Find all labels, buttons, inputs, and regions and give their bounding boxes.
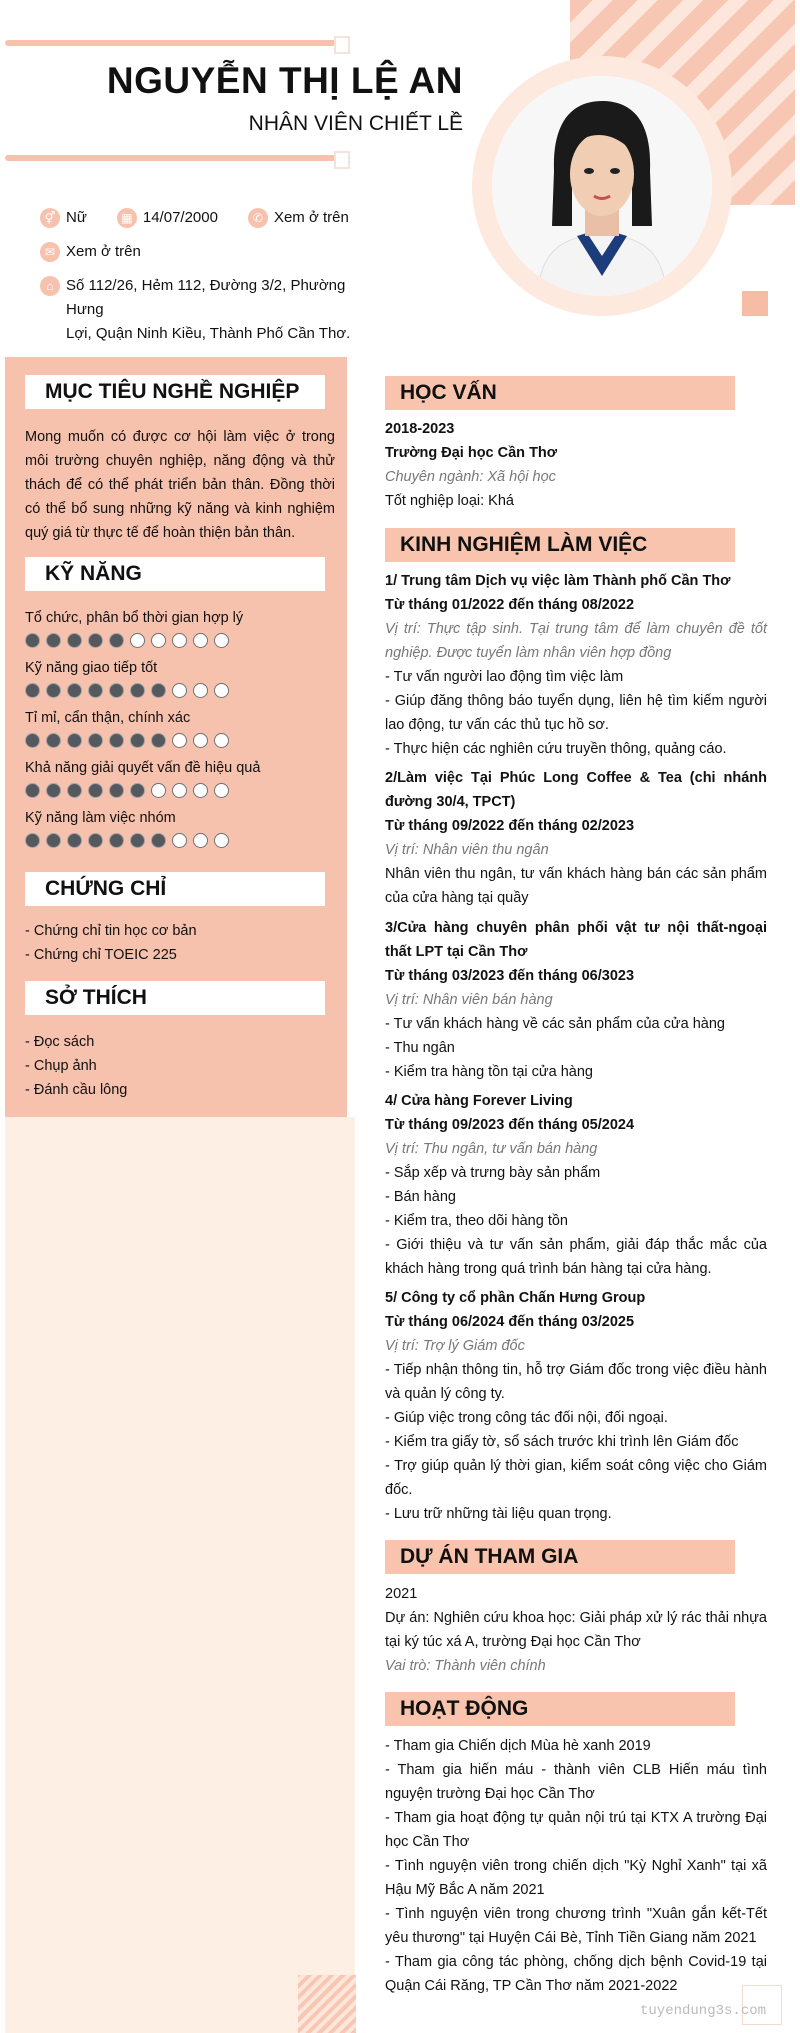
- skill-dot-filled: [130, 733, 145, 748]
- education-heading: HỌC VẤN: [385, 376, 735, 410]
- job-task: - Giúp đăng thông báo tuyển dụng, liên hệ tìm kiếm người lao động, tư vấn các thủ tục hồ sơ.: [385, 693, 767, 733]
- address-line-1: Số 112/26, Hẻm 112, Đường 3/2, Phường Hưng: [66, 277, 346, 318]
- skill-dot-empty: [151, 633, 166, 648]
- skill-dot-filled: [109, 783, 124, 798]
- job-role: Vị trí: Nhân viên bán hàng: [385, 992, 553, 1008]
- email-value: Xem ở trên: [66, 243, 141, 260]
- skill-dot-filled: [130, 783, 145, 798]
- job-period: Từ tháng 09/2022 đến tháng 02/2023: [385, 818, 635, 834]
- skill-dot-filled: [46, 683, 61, 698]
- skill-name: Kỹ năng làm việc nhóm: [25, 810, 176, 826]
- activity-item: - Tham gia Chiến dịch Mùa hè xanh 2019: [385, 1738, 651, 1754]
- portrait-photo: [492, 76, 712, 296]
- activity-item: - Tình nguyện viên trong chiến dịch "Kỳ Nghỉ Xanh" tại xã Hậu Mỹ Bắc A năm 2021: [385, 1858, 767, 1898]
- job-task: - Tiếp nhận thông tin, hỗ trợ Giám đốc trong việc điều hành và quản lý công ty.: [385, 1362, 767, 1402]
- skill-dot-empty: [214, 733, 229, 748]
- skill-dot-filled: [25, 633, 40, 648]
- skill-rating: [25, 683, 235, 698]
- skill-dot-filled: [109, 683, 124, 698]
- skill-rating: [25, 783, 235, 798]
- phone-value: Xem ở trên: [273, 209, 349, 226]
- job-task: - Kiểm tra giấy tờ, sổ sách trước khi trình lên Giám đốc: [385, 1434, 739, 1450]
- job-role: Vị trí: Thực tập sinh. Tại trung tâm để làm chuyên đề tốt nghiệp. Được tuyển làm nhân viên hợp đồng: [385, 621, 767, 661]
- skill-dot-empty: [193, 833, 208, 848]
- job-company: 3/Cửa hàng chuyên phân phối vật tư nội thất-ngoại thất LPT tại Cần Thơ: [385, 920, 767, 960]
- certificates-heading: CHỨNG CHỈ: [25, 872, 325, 906]
- skill-dot-filled: [151, 733, 166, 748]
- job-period: Từ tháng 01/2022 đến tháng 08/2022: [385, 597, 635, 613]
- job-task: - Tư vấn khách hàng về các sản phẩm của cửa hàng: [385, 1016, 725, 1032]
- skill-dot-filled: [109, 733, 124, 748]
- skill-dot-filled: [67, 733, 82, 748]
- skill-dot-empty: [193, 783, 208, 798]
- job-company: 1/ Trung tâm Dịch vụ việc làm Thành phố Cần Thơ: [385, 573, 731, 589]
- skill-dot-filled: [67, 683, 82, 698]
- job-task: - Thu ngân: [385, 1040, 455, 1056]
- address-item: [40, 274, 380, 346]
- skill-name: Kỹ năng giao tiếp tốt: [25, 660, 158, 676]
- skill-dot-filled: [151, 833, 166, 848]
- job-task: - Tư vấn người lao động tìm việc làm: [385, 669, 624, 685]
- skill-dot-empty: [130, 633, 145, 648]
- skill-dot-filled: [67, 833, 82, 848]
- skill-dot-filled: [151, 683, 166, 698]
- experience-heading: KINH NGHIỆM LÀM VIỆC: [385, 528, 735, 562]
- skill-dot-filled: [88, 833, 103, 848]
- home-icon: ⌂: [40, 276, 60, 296]
- hobbies-heading: SỞ THÍCH: [25, 981, 325, 1015]
- gender-item: [40, 206, 87, 230]
- job-role: Vị trí: Trợ lý Giám đốc: [385, 1338, 525, 1354]
- decorative-square: [742, 291, 768, 316]
- left-column-footer: [5, 1117, 355, 2033]
- avatar: [492, 76, 712, 296]
- email-item: [40, 240, 141, 264]
- phone-icon: ✆: [248, 208, 268, 228]
- job-company: 5/ Công ty cổ phần Chấn Hưng Group: [385, 1290, 646, 1306]
- certificate-item: - Chứng chỉ tin học cơ bản: [25, 923, 197, 939]
- skill-dot-empty: [193, 633, 208, 648]
- skill-name: Tỉ mỉ, cẩn thận, chính xác: [25, 710, 191, 726]
- objective-heading: MỤC TIÊU NGHỀ NGHIỆP: [25, 375, 325, 409]
- job-task: - Kiểm tra hàng tồn tại cửa hàng: [385, 1064, 593, 1080]
- education-major: Chuyên ngành: Xã hội học: [385, 469, 556, 485]
- hobby-item: - Chụp ảnh: [25, 1058, 97, 1074]
- skill-dot-filled: [67, 783, 82, 798]
- projects-heading: DỰ ÁN THAM GIA: [385, 1540, 735, 1574]
- skill-name: Tổ chức, phân bổ thời gian hợp lý: [25, 610, 244, 626]
- skill-dot-empty: [214, 633, 229, 648]
- phone-item: [248, 206, 349, 230]
- candidate-name: NGUYỄN THỊ LỆ AN: [106, 60, 463, 101]
- skill-dot-filled: [25, 783, 40, 798]
- watermark: tuyendung3s.com: [640, 2003, 767, 2019]
- skill-rating: [25, 733, 235, 748]
- skill-dot-filled: [25, 833, 40, 848]
- job-company: 2/Làm việc Tại Phúc Long Coffee & Tea (chi nhánh đường 30/4, TPCT): [385, 770, 767, 810]
- project-year: 2021: [385, 1586, 418, 1602]
- job-task: - Giúp việc trong công tác đối nội, đối ngoại.: [385, 1410, 668, 1426]
- skill-dot-filled: [25, 683, 40, 698]
- skill-dot-filled: [46, 783, 61, 798]
- activity-item: - Tham gia hoạt động tự quản nội trú tại KTX A trường Đại học Cần Thơ: [385, 1810, 767, 1850]
- skill-dot-filled: [25, 733, 40, 748]
- decorative-line-top: [5, 40, 340, 46]
- skill-rating: [25, 633, 235, 648]
- skill-dot-empty: [151, 783, 166, 798]
- objective-text: Mong muốn có được cơ hội làm việc ở trong môi trường chuyên nghiệp, năng động và thử thách để có thể phát triển bản thân. Đồng thời có thể bổ sung những kỹ năng và kinh nghiệm quý giá từ thực tế để hoàn thiện bản thân.: [25, 429, 335, 541]
- certificate-item: - Chứng chỉ TOEIC 225: [25, 947, 177, 963]
- job-period: Từ tháng 03/2023 đến tháng 06/3023: [385, 968, 635, 984]
- skill-dot-filled: [88, 783, 103, 798]
- skill-dot-filled: [109, 633, 124, 648]
- gender-icon: ⚥: [40, 208, 60, 228]
- job-period: Từ tháng 09/2023 đến tháng 05/2024: [385, 1117, 635, 1133]
- project-role: Vai trò: Thành viên chính: [385, 1658, 546, 1674]
- skill-dot-empty: [172, 733, 187, 748]
- job-period: Từ tháng 06/2024 đến tháng 03/2025: [385, 1314, 635, 1330]
- skill-rating: [25, 833, 235, 848]
- education-result: Tốt nghiệp loại: Khá: [385, 493, 514, 509]
- skill-dot-empty: [214, 833, 229, 848]
- activities-heading: HOẠT ĐỘNG: [385, 1692, 735, 1726]
- job-task: Nhân viên thu ngân, tư vấn khách hàng bán các sản phẩm của cửa hàng tại quầy: [385, 866, 767, 906]
- birthday-value: 14/07/2000: [142, 209, 218, 226]
- hobby-item: - Đánh cầu lông: [25, 1082, 128, 1098]
- job-role: Vị trí: Nhân viên thu ngân: [385, 842, 549, 858]
- job-task: - Trợ giúp quản lý thời gian, kiểm soát công việc cho Giám đốc.: [385, 1458, 767, 1498]
- skill-dot-filled: [88, 683, 103, 698]
- hobby-item: - Đọc sách: [25, 1034, 95, 1050]
- skill-dot-empty: [193, 683, 208, 698]
- address-line-2: Lợi, Quận Ninh Kiều, Thành Phố Cần Thơ.: [66, 325, 351, 342]
- skill-dot-filled: [88, 733, 103, 748]
- job-role: Vị trí: Thu ngân, tư vấn bán hàng: [385, 1141, 598, 1157]
- activity-item: - Tham gia hiến máu - thành viên CLB Hiến máu tình nguyện trường Đại học Cần Thơ: [385, 1762, 767, 1802]
- skill-dot-empty: [172, 833, 187, 848]
- gender-value: Nữ: [66, 209, 87, 226]
- email-icon: ✉: [40, 242, 60, 262]
- skill-dot-empty: [172, 633, 187, 648]
- calendar-icon: ▦: [117, 208, 137, 228]
- decorative-line-bottom: [5, 155, 340, 161]
- skill-dot-empty: [172, 683, 187, 698]
- birthday-item: [117, 206, 218, 230]
- skill-dot-filled: [46, 733, 61, 748]
- skill-name: Khả năng giải quyết vấn đề hiệu quả: [25, 760, 261, 776]
- skill-dot-filled: [109, 833, 124, 848]
- job-task: - Bán hàng: [385, 1189, 456, 1205]
- skill-dot-filled: [46, 633, 61, 648]
- education-school: Trường Đại học Cần Thơ: [385, 445, 558, 461]
- job-task: - Sắp xếp và trưng bày sản phẩm: [385, 1165, 601, 1181]
- skills-heading: KỸ NĂNG: [25, 557, 325, 591]
- project-description: Dự án: Nghiên cứu khoa học: Giải pháp xử lý rác thải nhựa tại ký túc xá A, trường Đại học Cần Thơ: [385, 1610, 767, 1650]
- decorative-stripes-bottom: [298, 1975, 356, 2033]
- job-company: 4/ Cửa hàng Forever Living: [385, 1093, 573, 1109]
- job-task: - Kiểm tra, theo dõi hàng tồn: [385, 1213, 568, 1229]
- contact-info: [40, 206, 380, 356]
- skill-dot-empty: [172, 783, 187, 798]
- skill-dot-empty: [214, 683, 229, 698]
- activity-item: - Tham gia công tác phòng, chống dịch bệnh Covid-19 tại Quận Cái Răng, TP Cần Thơ năm 2021-2022: [385, 1954, 767, 1994]
- activity-item: - Tình nguyện viên trong chương trình "Xuân gắn kết-Tết yêu thương" tại Huyện Cái Bè, Tỉnh Tiền Giang năm 2021: [385, 1906, 767, 1946]
- job-task: - Thực hiện các nghiên cứu truyền thông, quảng cáo.: [385, 741, 727, 757]
- skill-dot-filled: [67, 633, 82, 648]
- job-title: NHÂN VIÊN CHIẾT LỀ: [248, 112, 463, 135]
- skill-dot-filled: [130, 833, 145, 848]
- job-task: - Giới thiệu và tư vấn sản phẩm, giải đáp thắc mắc của khách hàng trong quá trình bán hàng tại cửa hàng.: [385, 1237, 767, 1277]
- skill-dot-filled: [88, 633, 103, 648]
- skill-dot-empty: [214, 783, 229, 798]
- skill-dot-empty: [193, 733, 208, 748]
- skill-dot-filled: [46, 833, 61, 848]
- job-task: - Lưu trữ những tài liệu quan trọng.: [385, 1506, 612, 1522]
- skill-dot-filled: [130, 683, 145, 698]
- education-years: 2018-2023: [385, 421, 455, 437]
